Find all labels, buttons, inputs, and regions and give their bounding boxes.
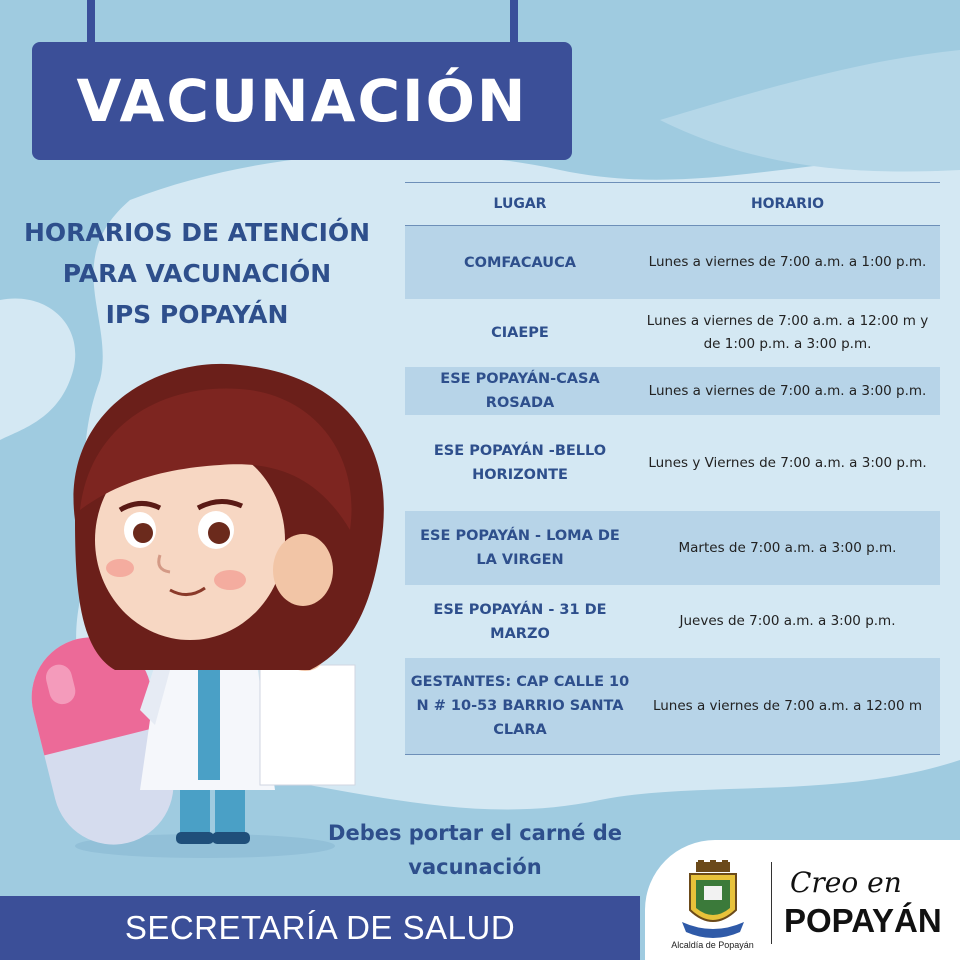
- subtitle-line-3: IPS POPAYÁN: [105, 300, 289, 329]
- popayan-logo-text: POPAYÁN: [784, 902, 942, 939]
- row-horario: Martes de 7:00 a.m. a 3:00 p.m.: [678, 539, 897, 556]
- row-lugar: GESTANTES: CAP CALLE 10 N # 10-53 BARRIO SANTA CLARA: [410, 674, 630, 738]
- schedule-table: [405, 182, 940, 738]
- page-title: VACUNACIÓN: [76, 67, 528, 135]
- row-horario: Lunes a viernes de 7:00 a.m. a 3:00 p.m.: [648, 382, 927, 399]
- logo-divider: [771, 862, 772, 944]
- header-lugar: LUGAR: [493, 196, 547, 212]
- doctor-illustration: [20, 350, 420, 860]
- table-row: [405, 226, 940, 299]
- row-horario: Lunes a viernes de 7:00 a.m. a 12:00 m y de 1:00 p.m. a 3:00 p.m.: [646, 313, 929, 352]
- row-lugar: ESE POPAYÁN -BELLO HORIZONTE: [433, 443, 607, 483]
- header-horario: HORARIO: [750, 196, 825, 212]
- alcaldia-label: Alcaldía de Popayán: [671, 940, 754, 950]
- row-lugar: ESE POPAYÁN - 31 DE MARZO: [433, 601, 607, 642]
- row-lugar: ESE POPAYÁN-CASA ROSADA: [440, 371, 600, 411]
- sign-cord-right: [510, 0, 518, 46]
- table-row: [405, 511, 940, 585]
- title-sign: [32, 42, 572, 160]
- subtitle-line-1: HORARIOS DE ATENCIÓN: [23, 218, 371, 247]
- table-header: [405, 182, 940, 226]
- row-horario: Lunes a viernes de 7:00 a.m. a 1:00 p.m.: [648, 254, 927, 270]
- row-horario: Lunes y Viernes de 7:00 a.m. a 3:00 p.m.: [648, 454, 927, 471]
- table-row: [405, 299, 940, 367]
- footer-bar: [0, 896, 640, 960]
- row-horario: Jueves de 7:00 a.m. a 3:00 p.m.: [679, 613, 896, 629]
- row-horario: Lunes a viernes de 7:00 a.m. a 12:00 m: [652, 697, 923, 714]
- table-row: [405, 367, 940, 415]
- coat-of-arms-icon: [678, 860, 748, 940]
- table-row: [405, 658, 940, 754]
- subtitle-line-2: PARA VACUNACIÓN: [62, 259, 332, 288]
- creo-en-text: Creo en: [790, 866, 902, 899]
- footer-text: SECRETARÍA DE SALUD: [124, 909, 516, 946]
- sign-cord-left: [87, 0, 95, 46]
- table-row: [405, 415, 940, 511]
- row-lugar: CIAEPE: [491, 325, 549, 341]
- note-text: Debes portar el carné de vacunación: [328, 821, 622, 879]
- row-lugar: ESE POPAYÁN - LOMA DE LA VIRGEN: [420, 528, 620, 568]
- table-bottom-border: [405, 754, 940, 755]
- subtitle: [22, 212, 372, 335]
- row-lugar: COMFACAUCA: [464, 254, 576, 271]
- table-row: [405, 585, 940, 658]
